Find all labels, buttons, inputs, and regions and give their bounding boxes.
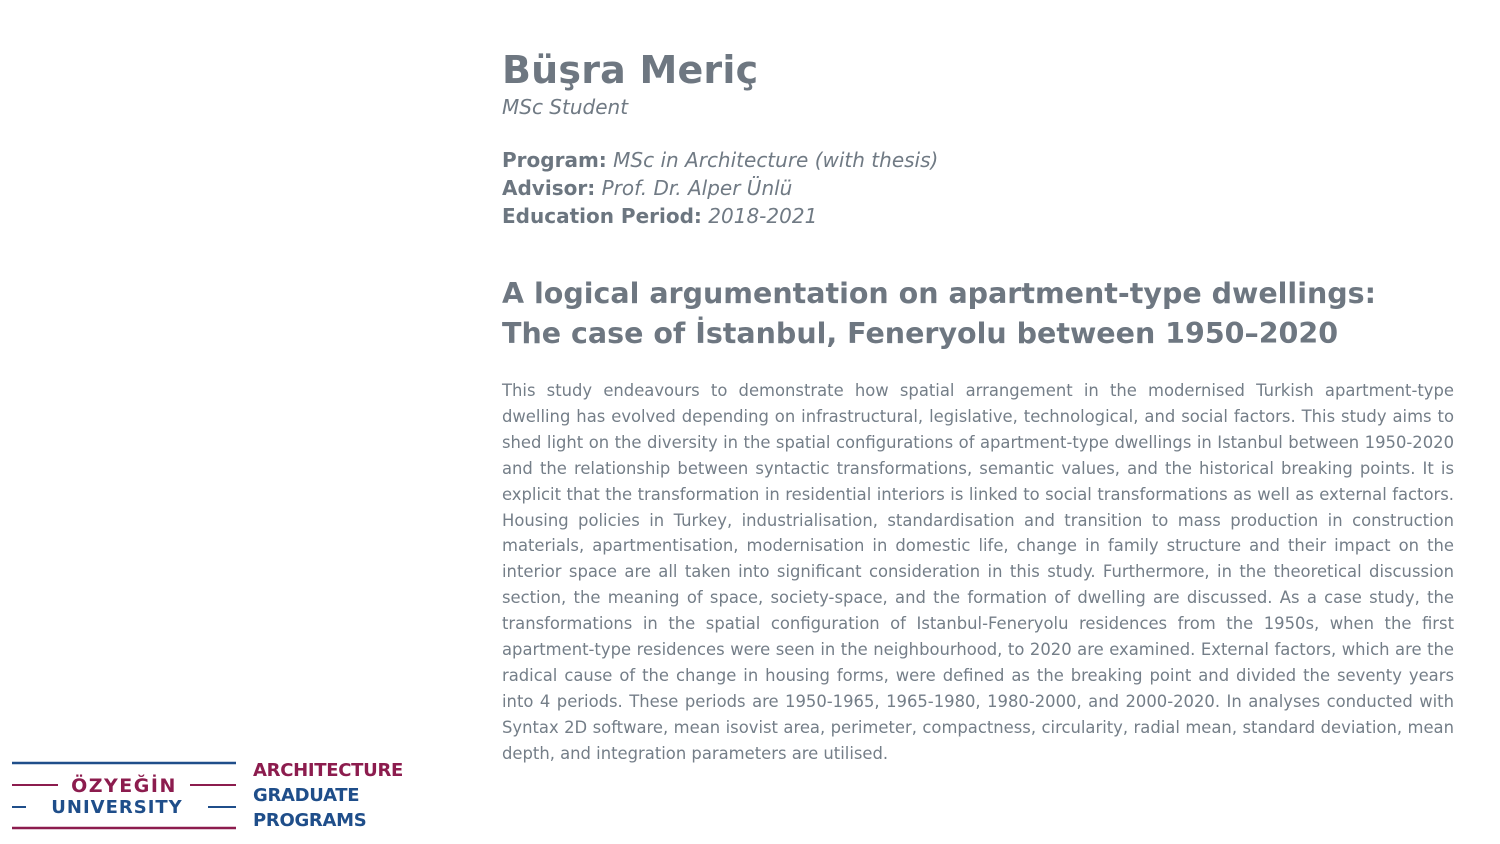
thesis-title-line-1: A logical argumentation on apartment-type dwellings: bbox=[502, 277, 1377, 310]
advisor-label: Advisor: bbox=[502, 176, 596, 200]
period-value: 2018-2021 bbox=[708, 204, 818, 228]
period-row bbox=[502, 202, 1454, 230]
programs-line-1: ARCHITECTURE bbox=[253, 760, 403, 781]
profile-content bbox=[502, 46, 1454, 767]
thesis-title bbox=[502, 274, 1454, 354]
logo-text-ozyegin: ÖZYEĞİN bbox=[71, 775, 177, 797]
programs-line-3: PROGRAMS bbox=[253, 810, 367, 831]
ozyegin-university-logo bbox=[12, 760, 236, 832]
thesis-title-line-2: The case of İstanbul, Feneryolu between 1950–2020 bbox=[502, 317, 1339, 350]
person-name: Büşra Meriç bbox=[502, 48, 759, 92]
programs-line-2: GRADUATE bbox=[253, 785, 360, 806]
program-row bbox=[502, 146, 1454, 174]
program-label: Program: bbox=[502, 148, 607, 172]
logo-text-university: UNIVERSITY bbox=[51, 797, 183, 818]
thesis-abstract: This study endeavours to demonstrate how spatial arrangement in the modernised Turkish apartment-type dwelling has evolved depending on infrastructural, legislative, technological, and social factors. This study aims to shed light on the diversity in the spatial configurations of apartment-type dwellings in Istanbul between 1950-2020 and the relationship between syntactic transformations, semantic values, and the historical breaking points. It is explicit that the transformation in residential interiors is linked to social transformations as well as external factors. Housing policies in Turkey, industrialisation, standardisation and transition to mass production in construction materials, apartmentisation, modernisation in domestic life, change in family structure and their impact on the interior space are all taken into significant consideration in this study. Furthermore, in the theoretical discussion section, the meaning of space, society-space, and the formation of dwelling are discussed. As a case study, the transformations in the spatial configuration of Istanbul-Feneryolu residences from the 1950s, when the first apartment-type residences were seen in the neighbourhood, to 2020 are examined. External factors, which are the radical cause of the change in housing forms, were defined as the breaking point and divided the seventy years into 4 periods. These periods are 1950-1965, 1965-1980, 1980-2000, and 2000-2020. In analyses conducted with Syntax 2D software, mean isovist area, perimeter, compactness, circularity, radial mean, standard deviation, mean depth, and integration parameters are utilised. bbox=[502, 381, 1454, 763]
advisor-row bbox=[502, 174, 1454, 202]
advisor-value: Prof. Dr. Alper Ünlü bbox=[601, 176, 793, 200]
architecture-graduate-programs bbox=[253, 758, 403, 833]
person-role: MSc Student bbox=[502, 95, 629, 119]
period-label: Education Period: bbox=[502, 204, 702, 228]
program-value: MSc in Architecture (with thesis) bbox=[613, 148, 939, 172]
